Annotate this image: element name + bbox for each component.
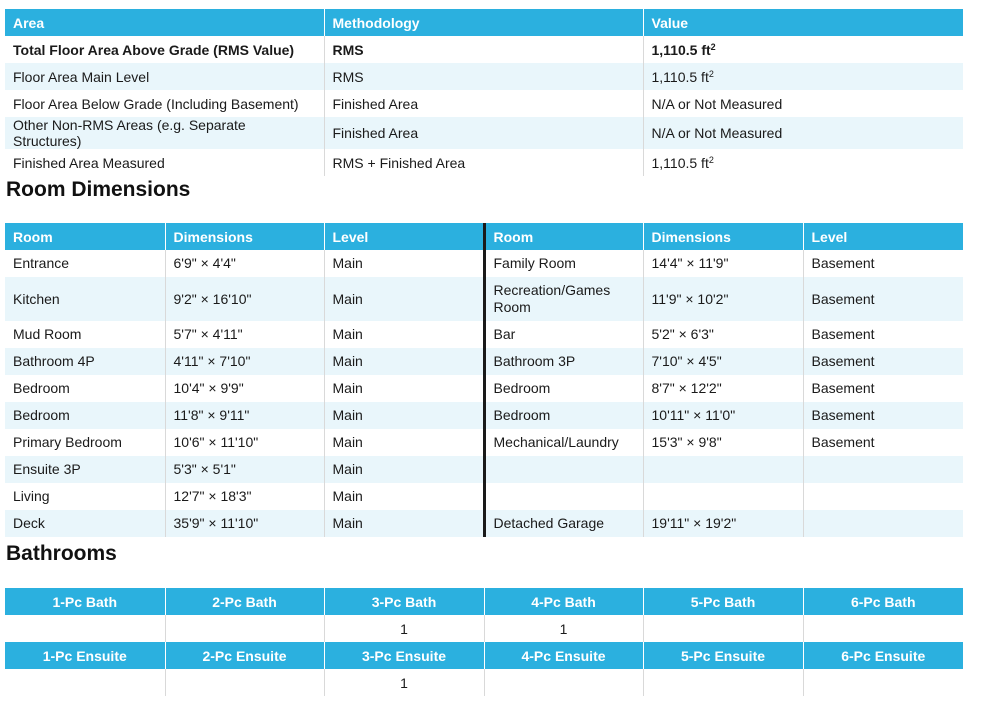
room-dimensions [643, 456, 803, 483]
room-level: Main [324, 321, 484, 348]
room-dimensions: 5'2" × 6'3" [643, 321, 803, 348]
room-level: Main [324, 456, 484, 483]
table-row [5, 483, 963, 510]
methodology: RMS [324, 63, 643, 90]
room-level: Main [324, 250, 484, 277]
table-row [5, 321, 963, 348]
room-dimensions: 8'7" × 12'2" [643, 375, 803, 402]
methodology-col-header: Methodology [324, 9, 643, 36]
bath-count: 1 [324, 615, 484, 642]
table-row [5, 117, 963, 149]
area-name: Other Non-RMS Areas (e.g. Separate Structures) [5, 117, 324, 149]
ensuite-count [803, 669, 963, 696]
room-dimensions: 6'9" × 4'4" [165, 250, 324, 277]
room-dimensions: 5'7" × 4'11" [165, 321, 324, 348]
room-level [803, 510, 963, 537]
ensuite-header-row [5, 642, 963, 669]
room-level: Main [324, 483, 484, 510]
room-level: Basement [803, 321, 963, 348]
bath-count [165, 615, 324, 642]
room-level: Main [324, 348, 484, 375]
room-dimensions: 11'8" × 9'11" [165, 402, 324, 429]
bath-type-header: 5-Pc Bath [643, 588, 803, 615]
room-level: Basement [803, 402, 963, 429]
table-row [5, 429, 963, 456]
room-dimensions: 10'6" × 11'10" [165, 429, 324, 456]
bathrooms-title: Bathrooms [6, 542, 117, 565]
area-name: Finished Area Measured [13, 154, 165, 171]
room-dimensions [643, 483, 803, 510]
room-level: Main [324, 277, 484, 321]
ensuite-type-header: 4-Pc Ensuite [484, 642, 643, 669]
room-dimensions: 19'11" × 19'2" [643, 510, 803, 537]
room-header-row [5, 223, 963, 250]
value-col-header: Value [643, 9, 963, 36]
room-dimensions: 15'3" × 9'8" [643, 429, 803, 456]
room-name: Bar [484, 321, 643, 348]
room-name: Bedroom [5, 402, 165, 429]
room-level: Basement [803, 348, 963, 375]
ensuite-type-header: 5-Pc Ensuite [643, 642, 803, 669]
table-row [5, 375, 963, 402]
room-dimensions: 35'9" × 11'10" [165, 510, 324, 537]
room-name: Bedroom [484, 402, 643, 429]
bath-type-header: 1-Pc Bath [5, 588, 165, 615]
room-dimensions: 5'3" × 5'1" [165, 456, 324, 483]
room-level: Main [324, 375, 484, 402]
bath-type-header: 2-Pc Bath [165, 588, 324, 615]
area-name: Total Floor Area Above Grade (RMS Value) [13, 41, 295, 58]
ensuite-type-header: 2-Pc Ensuite [165, 642, 324, 669]
bath-count [5, 615, 165, 642]
room-name: Bathroom 4P [5, 348, 165, 375]
room-name: Detached Garage [484, 510, 643, 537]
room-level: Basement [803, 277, 963, 321]
methodology: Finished Area [324, 117, 643, 149]
table-row [5, 149, 963, 176]
ensuite-count [5, 669, 165, 696]
area-name: Floor Area Below Grade (Including Basement) [13, 95, 299, 112]
dimensions-col-header: Dimensions [643, 223, 803, 250]
table-row [5, 456, 963, 483]
table-row [5, 402, 963, 429]
methodology: RMS + Finished Area [324, 149, 643, 176]
room-level: Main [324, 510, 484, 537]
room-dimensions: 14'4" × 11'9" [643, 250, 803, 277]
area-col-header: Area [5, 9, 324, 36]
ensuite-count: 1 [324, 669, 484, 696]
room-name: Ensuite 3P [5, 456, 165, 483]
room-level: Basement [803, 429, 963, 456]
area-table [5, 9, 963, 176]
room-name: Bedroom [13, 380, 70, 396]
table-row [5, 510, 963, 537]
methodology: RMS [324, 36, 643, 63]
bathrooms-table [5, 588, 963, 696]
ensuite-count [643, 669, 803, 696]
area-header-row [5, 9, 963, 36]
ensuite-type-header: 3-Pc Ensuite [324, 642, 484, 669]
room-level: Main [324, 402, 484, 429]
room-dimensions: 10'4" × 9'9" [165, 375, 324, 402]
area-name: Floor Area Main Level [5, 63, 324, 90]
value: N/A or Not Measured [643, 90, 963, 117]
room-dimensions-title: Room Dimensions [6, 178, 191, 201]
bath-type-header: 6-Pc Bath [803, 588, 963, 615]
room-name [484, 456, 643, 483]
room-name: Bedroom [484, 375, 643, 402]
room-name: Primary Bedroom [13, 434, 122, 450]
room-name: Living [13, 488, 50, 504]
room-name [484, 483, 643, 510]
bath-count: 1 [484, 615, 643, 642]
room-level [803, 456, 963, 483]
room-dimensions: 10'11" × 11'0" [643, 402, 803, 429]
room-name: Deck [5, 510, 165, 537]
room-name: Entrance [13, 255, 70, 271]
ensuite-count-row [5, 669, 963, 696]
room-level: Basement [803, 250, 963, 277]
bath-type-header: 4-Pc Bath [484, 588, 643, 615]
value: 1,110.5 $ft^2$ [643, 63, 963, 90]
room-level: Basement [803, 375, 963, 402]
bath-count-row [5, 615, 963, 642]
level-col-header: Level [803, 223, 963, 250]
value: 1,110.5 $ft^2$ [643, 36, 963, 63]
room-name: Kitchen [5, 277, 165, 321]
level-col-header: Level [324, 223, 484, 250]
ensuite-count [165, 669, 324, 696]
room-level: Main [324, 429, 484, 456]
room-dimensions: 4'11" × 7'10" [165, 348, 324, 375]
ensuite-count [484, 669, 643, 696]
bath-count [643, 615, 803, 642]
room-dimensions: 11'9" × 10'2" [643, 277, 803, 321]
ensuite-type-header: 6-Pc Ensuite [803, 642, 963, 669]
room-level [803, 483, 963, 510]
methodology: Finished Area [324, 90, 643, 117]
dimensions-col-header: Dimensions [165, 223, 324, 250]
room-name: Family Room [484, 250, 643, 277]
table-row [5, 277, 963, 321]
room-name: Bathroom 3P [484, 348, 643, 375]
room-name: Mud Room [13, 326, 82, 342]
room-name: Mechanical/Laundry [484, 429, 643, 456]
room-col-header: Room [5, 223, 165, 250]
room-name: Recreation/Games Room [484, 277, 643, 321]
table-row [5, 348, 963, 375]
bath-count [803, 615, 963, 642]
room-dimensions: 12'7" × 18'3" [165, 483, 324, 510]
room-dimensions: 9'2" × 16'10" [165, 277, 324, 321]
ensuite-type-header: 1-Pc Ensuite [5, 642, 165, 669]
value: N/A or Not Measured [643, 117, 963, 149]
bath-type-header: 3-Pc Bath [324, 588, 484, 615]
table-row [5, 90, 963, 117]
table-row [5, 36, 963, 63]
room-col-header: Room [484, 223, 643, 250]
table-row [5, 63, 963, 90]
bath-header-row [5, 588, 963, 615]
table-row [5, 250, 963, 277]
room-dimensions: 7'10" × 4'5" [643, 348, 803, 375]
value: 1,110.5 $ft^2$ [643, 149, 963, 176]
room-dimensions-table [5, 223, 963, 537]
